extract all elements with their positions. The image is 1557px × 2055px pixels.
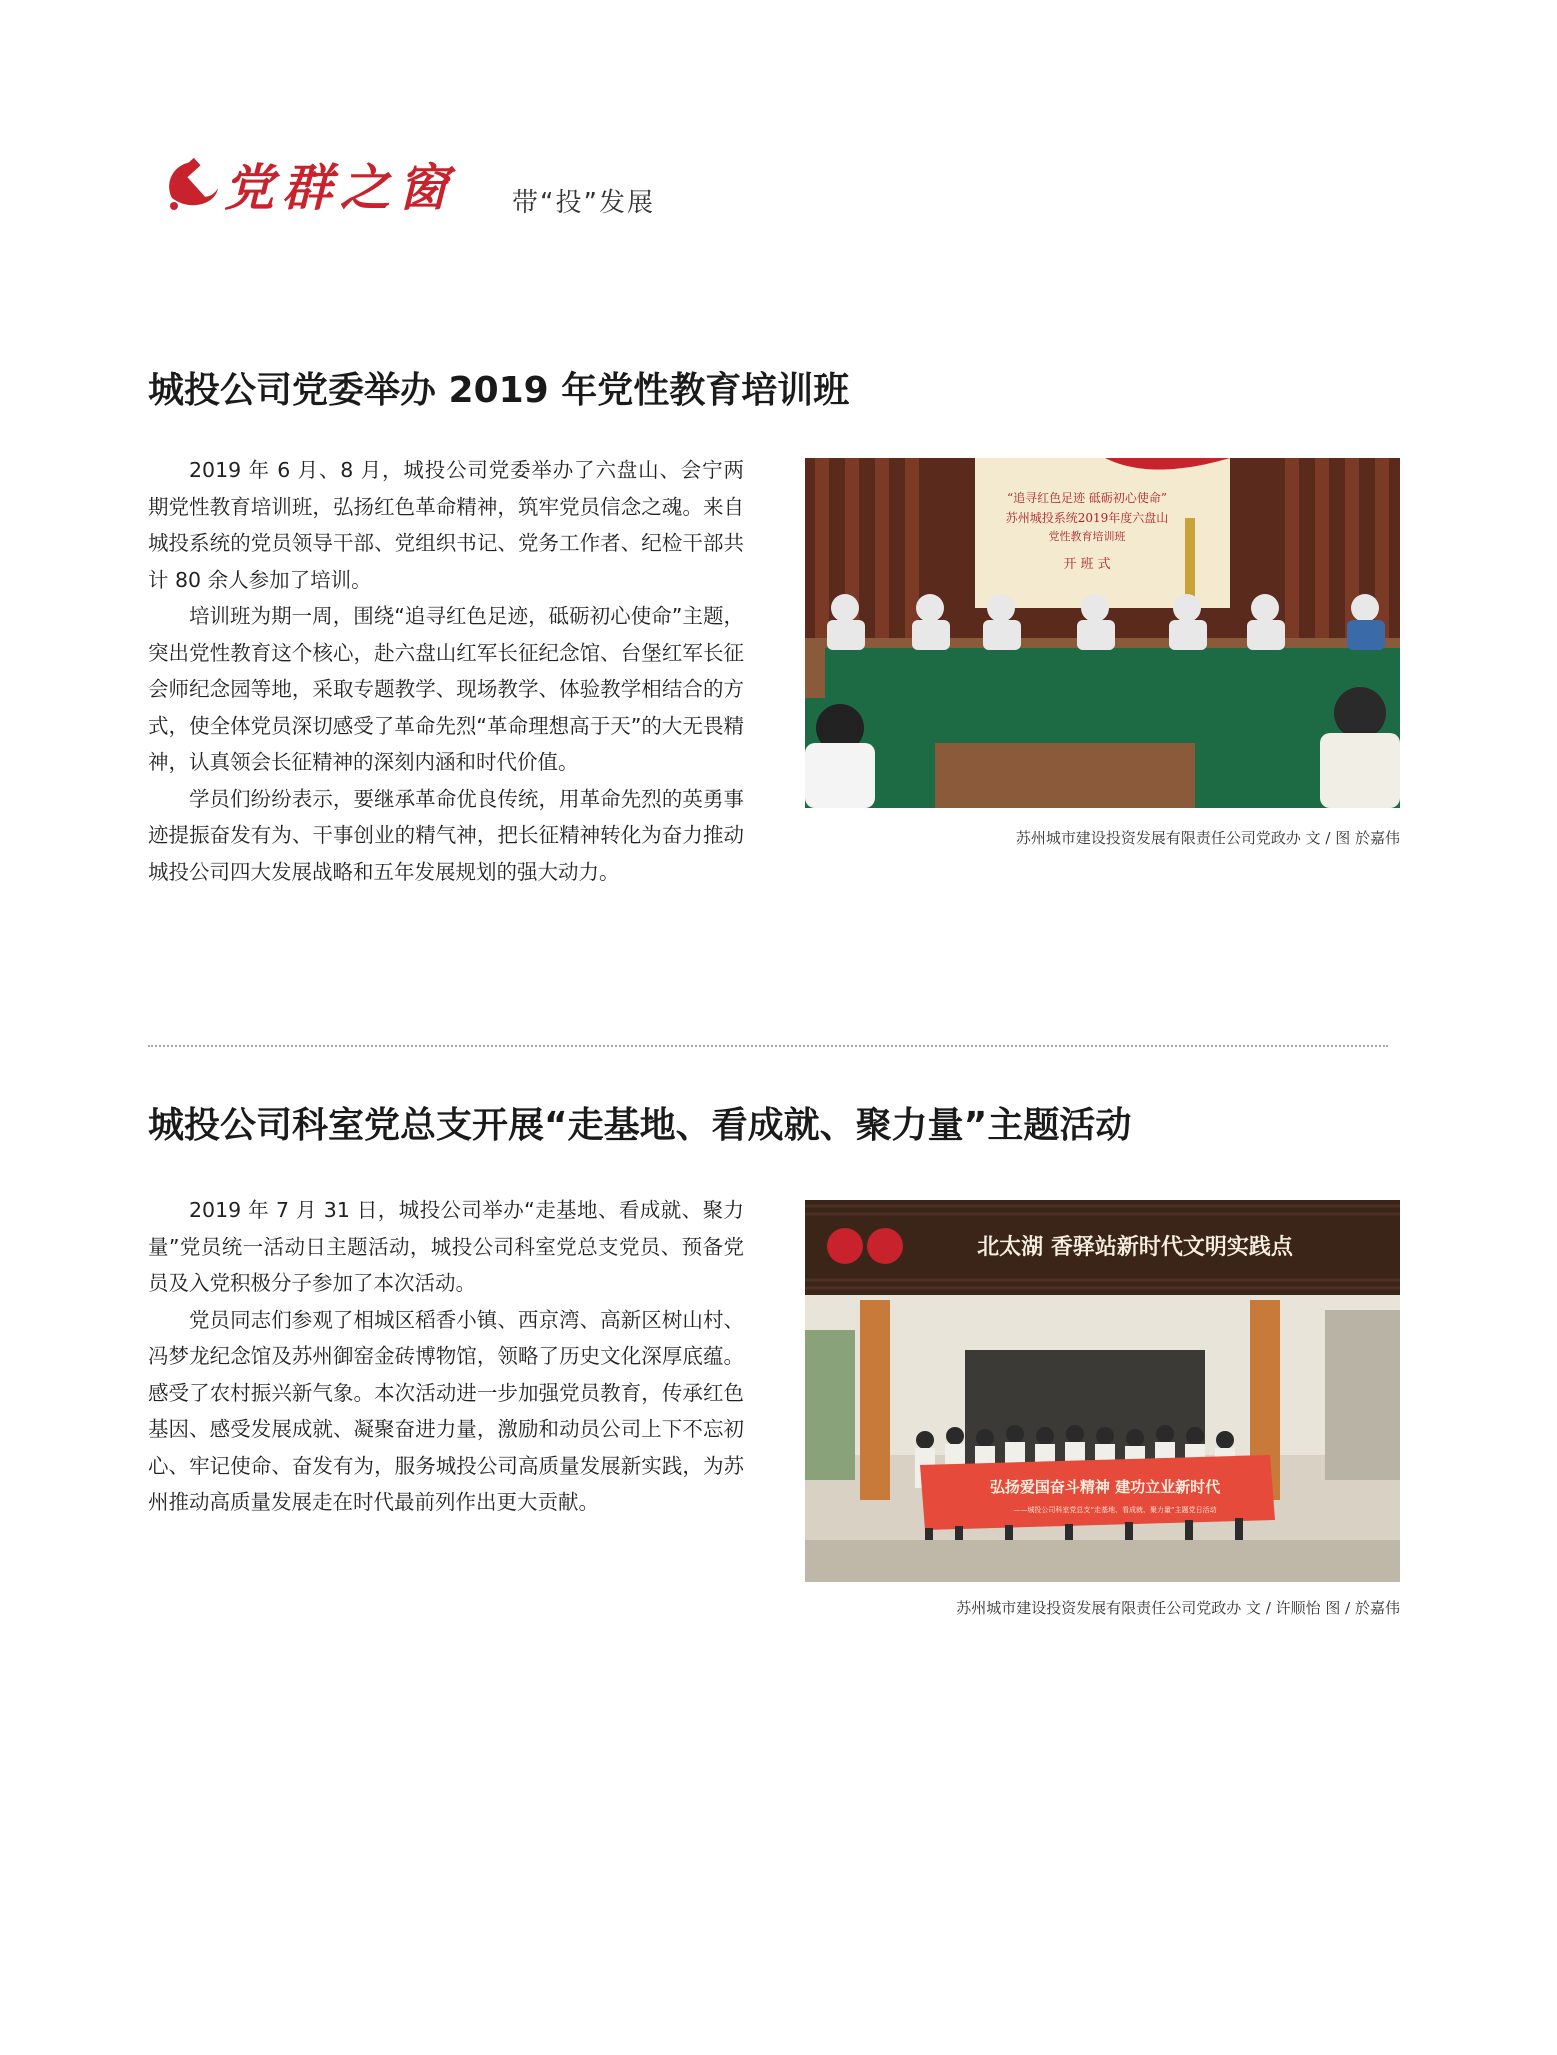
section-divider (148, 1045, 1388, 1047)
article-1-paragraph: 学员们纷纷表示，要继承革命优良传统，用革命先烈的英勇事迹提振奋发有为、干事创业的精气神，把长征精神转化为奋力推动城投公司四大发展战略和五年发展规划的强大动力。 (148, 786, 744, 884)
group-activity-photo (805, 1200, 1400, 1582)
photo-caption: 苏州城市建设投资发展有限责任公司党政办 文 / 许顺怡 图 / 於嘉伟 (956, 1599, 1400, 1617)
training-opening-photo (805, 458, 1400, 808)
article-2-paragraph: 2019 年 7 月 31 日，城投公司举办“走基地、看成就、聚力量”党员统一活动日主题活动，城投公司科室党总支党员、预备党员及入党积极分子参加了本次活动。 (148, 1198, 744, 1295)
article-1-title: 城投公司党委举办 2019 年党性教育培训班 (148, 370, 850, 411)
svg-text:北太湖 香驿站新时代文明实践点: 北太湖 香驿站新时代文明实践点 (977, 1234, 1293, 1260)
article-2-paragraph: 党员同志们参观了相城区稻香小镇、西京湾、高新区树山村、冯梦龙纪念馆及苏州御窑金砖博物馆，领略了历史文化深厚底蕴。感受了农村振兴新气象。本次活动进一步加强党员教育，传承红色基因、感受发展成就、凝聚奋进力量，激励和动员公司上下不忘初心、牢记使命、奋发有为，服务城投公司高质量发展新实践，为苏州推动高质量发展走在时代最前列作出更大贡献。 (148, 1307, 744, 1514)
photo-caption: 苏州城市建设投资发展有限责任公司党政办 文 / 图 於嘉伟 (1015, 829, 1400, 847)
svg-text:党性教育培训班: 党性教育培训班 (1048, 530, 1126, 543)
logo-wordmark: 党群之窗 (224, 158, 456, 217)
article-1-paragraph: 2019 年 6 月、8 月，城投公司党委举办了六盘山、会宁两期党性教育培训班，弘扬红色革命精神，筑牢党员信念之魂。来自城投系统的党员领导干部、党组织书记、党务工作者、纪检干部共计 80 余人参加了培训。 (148, 458, 744, 592)
hammer-sickle-icon (160, 154, 222, 216)
section-name: 带“投”发展 (512, 188, 655, 218)
svg-text:“追寻红色足迹 砥砺初心使命”: “追寻红色足迹 砥砺初心使命” (1006, 491, 1168, 505)
article-2-body (148, 1192, 744, 1521)
article-1-paragraph: 培训班为期一周，围绕“追寻红色足迹，砥砺初心使命”主题，突出党性教育这个核心，赴六盘山红军长征纪念馆、台堡红军长征会师纪念园等地，采取专题教学、现场教学、体验教学相结合的方式，使全体党员深切感受了革命先烈“革命理想高于天”的大无畏精神，认真领会长征精神的深刻内涵和时代价值。 (148, 604, 744, 774)
article-2-title: 城投公司科室党总支开展“走基地、看成就、聚力量”主题活动 (148, 1105, 1132, 1146)
svg-text:开 班 式: 开 班 式 (1063, 557, 1111, 572)
svg-text:苏州城投系统2019年度六盘山: 苏州城投系统2019年度六盘山 (1005, 511, 1169, 525)
svg-text:弘扬爱国奋斗精神 建功立业新时代: 弘扬爱国奋斗精神 建功立业新时代 (989, 1478, 1221, 1496)
article-1-body (148, 452, 744, 890)
svg-text:——城投公司科室党总支“走基地、看成就、聚力量”主题党日活动: ——城投公司科室党总支“走基地、看成就、聚力量”主题党日活动 (1013, 1506, 1217, 1514)
